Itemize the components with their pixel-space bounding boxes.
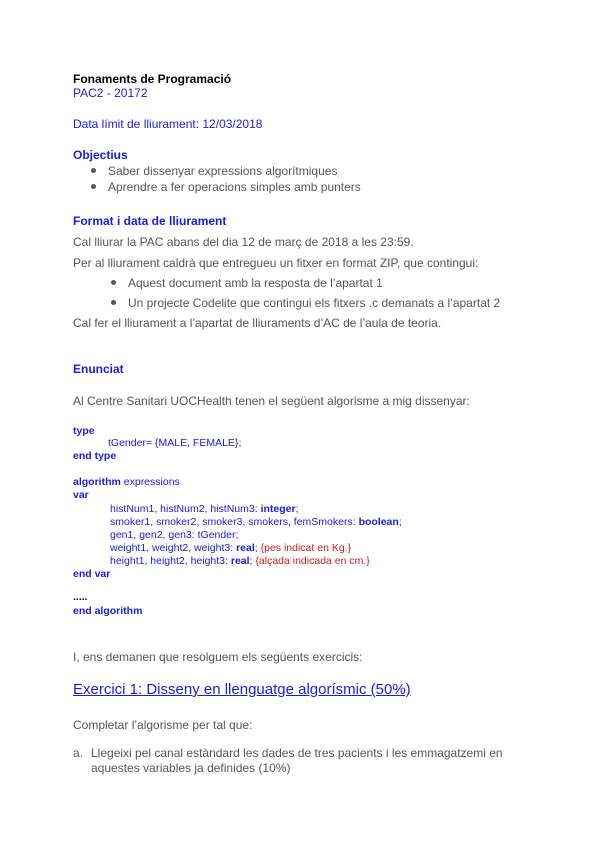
enunciat-intro: Al Centre Sanitari UOCHealth tenen el següent algorisme a mig dissenyar: [73, 394, 470, 408]
code-comment: {pes indicat en Kg.} [260, 542, 352, 554]
list-marker: a. [73, 746, 84, 760]
code-comment: {alçada indicada en cm.} [255, 555, 370, 567]
enunciat-heading: Enunciat [73, 362, 124, 376]
exercicis-intro: I, ens demanen que resolguem els següents exercicis: [73, 650, 363, 664]
exercici1-item-a-line2: aquestes variables ja definides (10%) [91, 761, 291, 775]
bullet-icon [91, 184, 96, 189]
exercici1-intro: Completar l’algorisme per tal que: [73, 718, 253, 732]
document-title: Fonaments de Programació [73, 72, 232, 86]
code-keyword: end algorithm [73, 605, 143, 617]
format-heading: Format i data de lliurament [73, 214, 227, 228]
code-line: smoker1, smoker2, smoker3, smokers, femSmokers: boolean; [110, 516, 402, 528]
exercici1-heading: Exercici 1: Disseny en llenguatge algorísmic (50%) [73, 681, 411, 698]
code-ellipsis: ..... [73, 591, 88, 603]
code-line: algorithm expressions [73, 476, 180, 488]
code-keyword: type [73, 425, 95, 437]
objectius-heading: Objectius [73, 148, 128, 162]
code-line: tGender= {MALE, FEMALE}; [108, 437, 242, 449]
code-keyword: var [73, 489, 89, 501]
code-line: gen1, gen2, gen3: tGender; [110, 529, 239, 541]
exercici1-item-a-line1: Llegeixi pel canal estàndard les dades de tres pacients i les emmagatzemi en [91, 746, 503, 760]
code-keyword: end var [73, 568, 111, 580]
objectius-item: Aprendre a fer operacions simples amb punters [91, 180, 361, 194]
format-item: Un projecte Codelite que contingui els fitxers .c demanats a l’apartat 2 [111, 296, 500, 310]
code-line: height1, height2, height3: real; {alçada indicada en cm.} [110, 555, 370, 567]
format-paragraph-3: Cal fer el lliurament a l’apartat de lliuraments d’AC de l’aula de teoria. [73, 316, 442, 330]
bullet-icon [91, 168, 96, 173]
deadline-text: Data límit de lliurament: 12/03/2018 [73, 117, 263, 131]
bullet-icon [111, 280, 116, 285]
document-subtitle: PAC2 - 20172 [73, 86, 148, 100]
bullet-icon [111, 300, 116, 305]
code-line: histNum1, histNum2, histNum3: integer; [110, 503, 299, 515]
code-line: weight1, weight2, weight3: real; {pes indicat en Kg.} [110, 542, 352, 554]
format-item: Aquest document amb la resposta de l’apartat 1 [111, 276, 383, 290]
format-paragraph-1: Cal lliurar la PAC abans del dia 12 de març de 2018 a les 23:59. [73, 235, 414, 249]
code-keyword: end type [73, 450, 117, 462]
format-paragraph-2: Per al lliurament caldrà que entregueu un fitxer en format ZIP, que contingui: [73, 256, 479, 270]
objectius-item: Saber dissenyar expressions algorítmiques [91, 164, 337, 178]
